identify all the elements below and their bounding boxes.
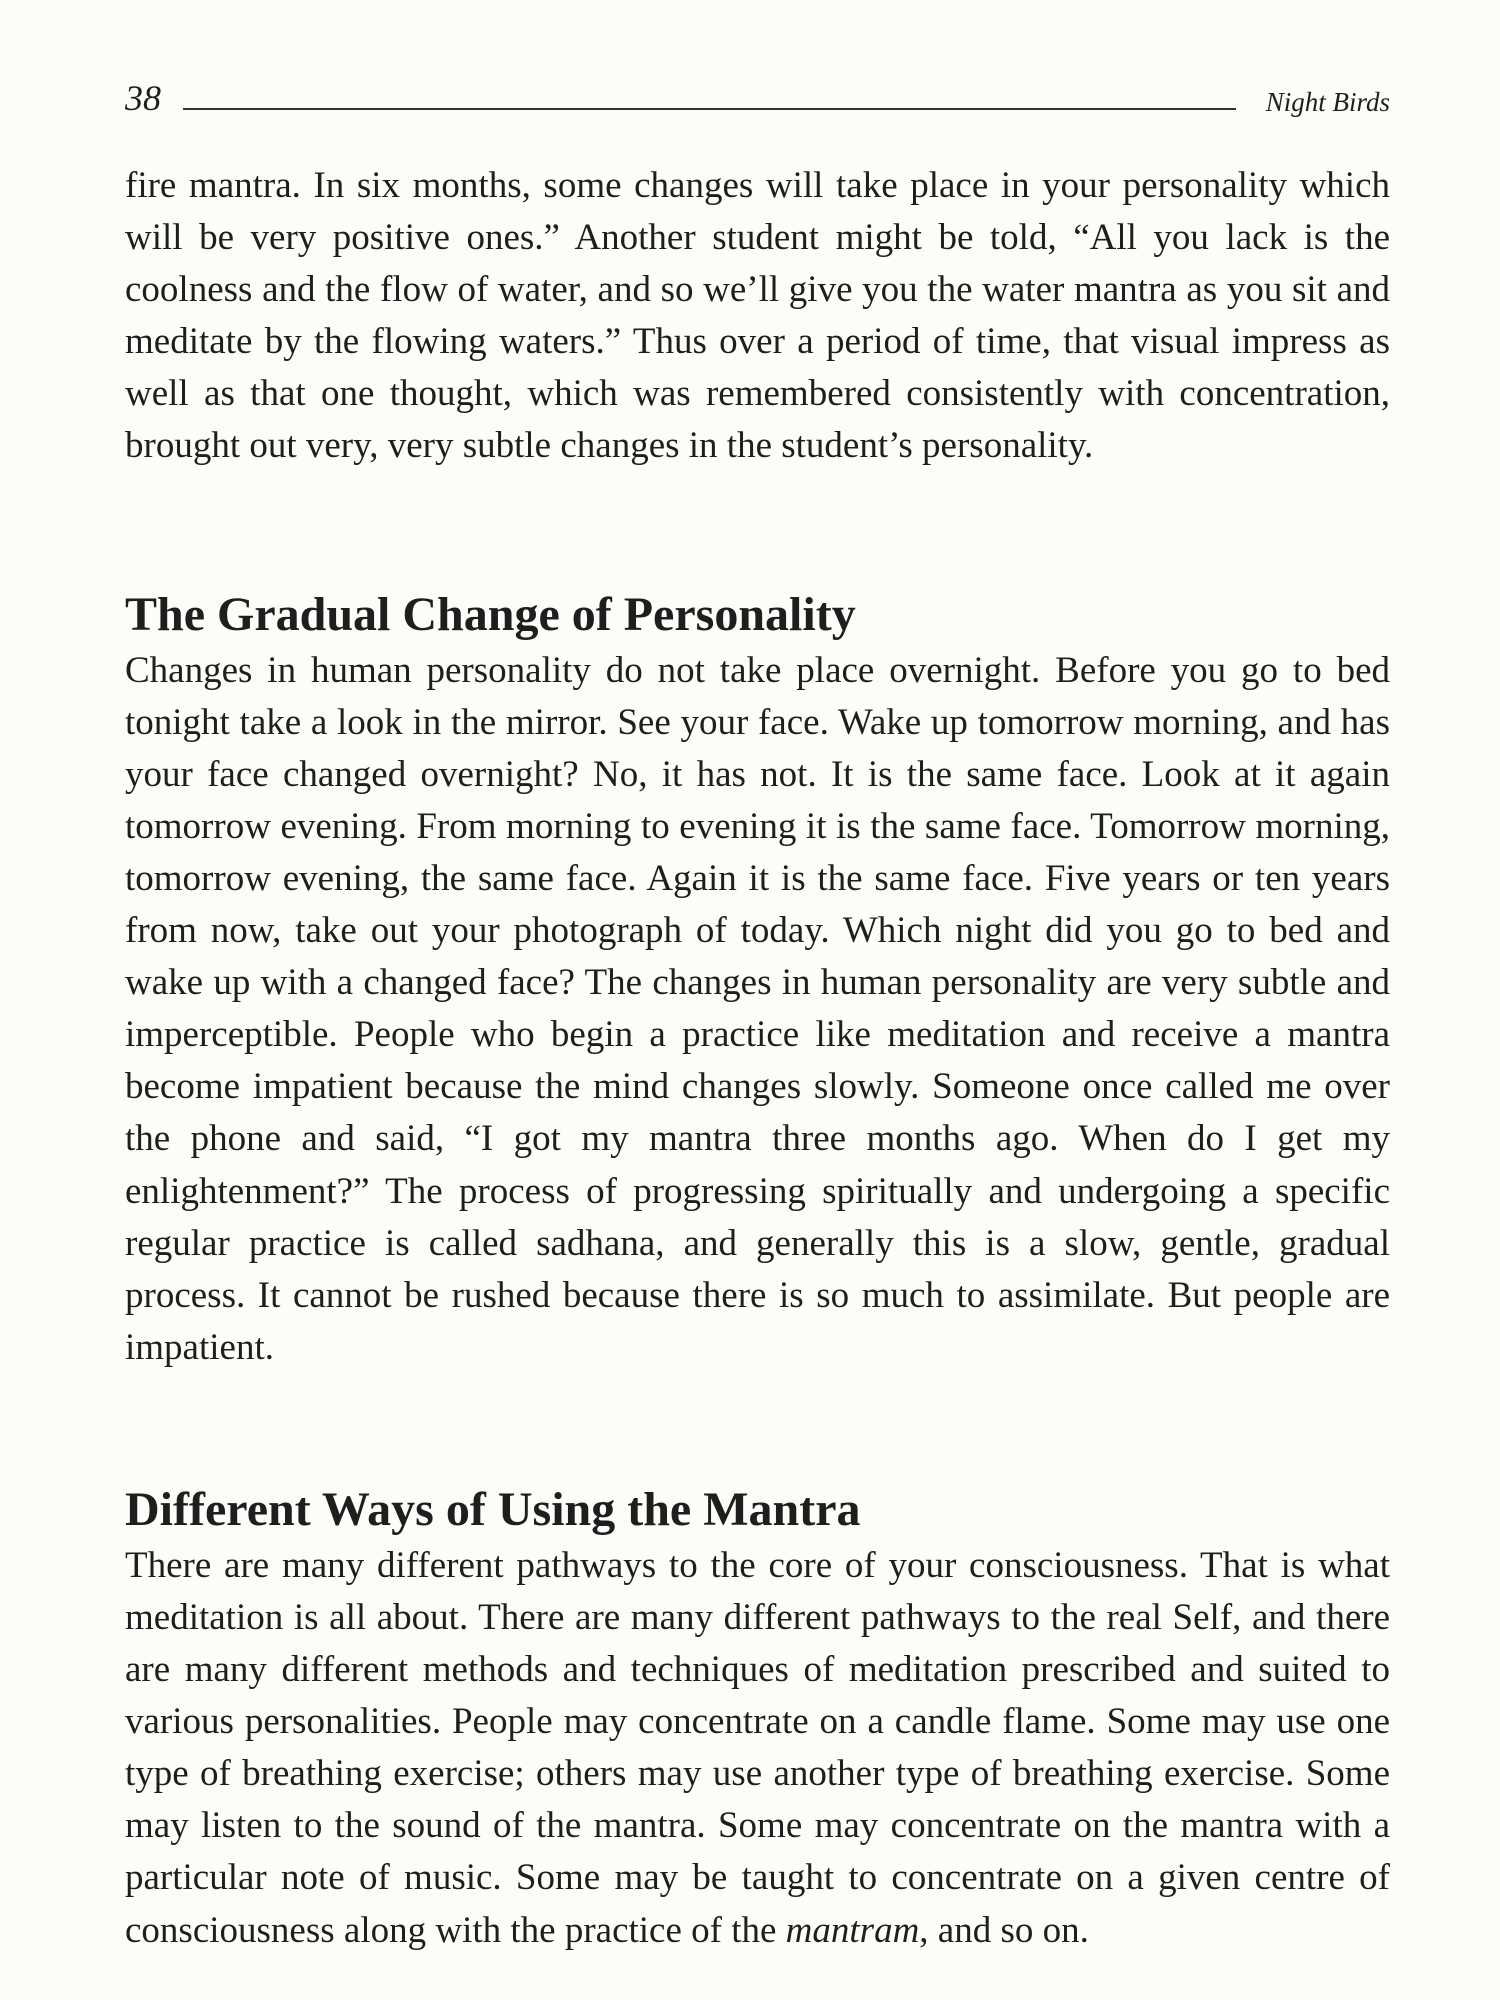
header-rule	[183, 108, 1236, 110]
intro-paragraph: fire mantra. In six months, some changes will take place in your personality which will be very positive ones.” Another student might be told, “All you lack is the coolness and the flow of water, and so we’ll give you the water mantra as you sit and meditate by the flowing waters.” Thus over a period of time, that visual impress as well as that one thought, which was remembered consistently with concentration, brought out very, very subtle changes in the student’s personality.	[125, 165, 1390, 467]
running-header	[125, 66, 1390, 116]
section-heading-different-ways: Different Ways of Using the Mantra	[125, 1482, 861, 1536]
section-gradual-change	[125, 585, 1390, 1374]
italic-term-mantram: mantram	[785, 1909, 920, 1951]
section-paragraph-different-ways	[125, 1540, 1390, 1957]
section-heading-gradual-change: The Gradual Change of Personality	[125, 587, 856, 641]
section-different-ways	[125, 1480, 1390, 1957]
page-number: 38	[125, 78, 161, 118]
paragraph-text: There are many different pathways to the core of your consciousness. That is what meditation is all about. There are many different pathways to the real Self, and there are many different methods and techniques of meditation prescribed and suited to various personalities. People may concentrate on a candle flame. Some may use one type of breathing exercise; others may use another type of breathing exercise. Some may listen to the sound of the mantra. Some may concentrate on the mantra with a particular note of music. Some may be taught to concentrate on a given centre of consciousness along with the practice of the	[125, 1544, 1390, 1951]
paragraph-ending: , and so on.	[919, 1909, 1089, 1951]
book-title: Night Birds	[1265, 87, 1390, 117]
book-page	[125, 66, 1390, 1957]
section-paragraph-gradual-change: Changes in human personality do not take place overnight. Before you go to bed tonight take a look in the mirror. See your face. Wake up tomorrow morning, and has your face changed overnight? No, it has not. It is the same face. Look at it again tomorrow evening. From morning to evening it is the same face. Tomorrow morning, tomorrow evening, the same face. Again it is the same face. Five years or ten years from now, take out your photograph of today. Which night did you go to bed and wake up with a changed face? The changes in human personality are very subtle and imperceptible. People who begin a practice like meditation and receive a mantra become impatient because the mind changes slowly. Someone once called me over the phone and said, “I got my mantra three months ago. When do I get my enlightenment?” The process of progressing spiritually and undergoing a specific regular practice is called sadhana, and generally this is a slow, gentle, gradual process. It cannot be rushed because there is so much to assimilate. But people are impatient.	[125, 649, 1390, 1368]
